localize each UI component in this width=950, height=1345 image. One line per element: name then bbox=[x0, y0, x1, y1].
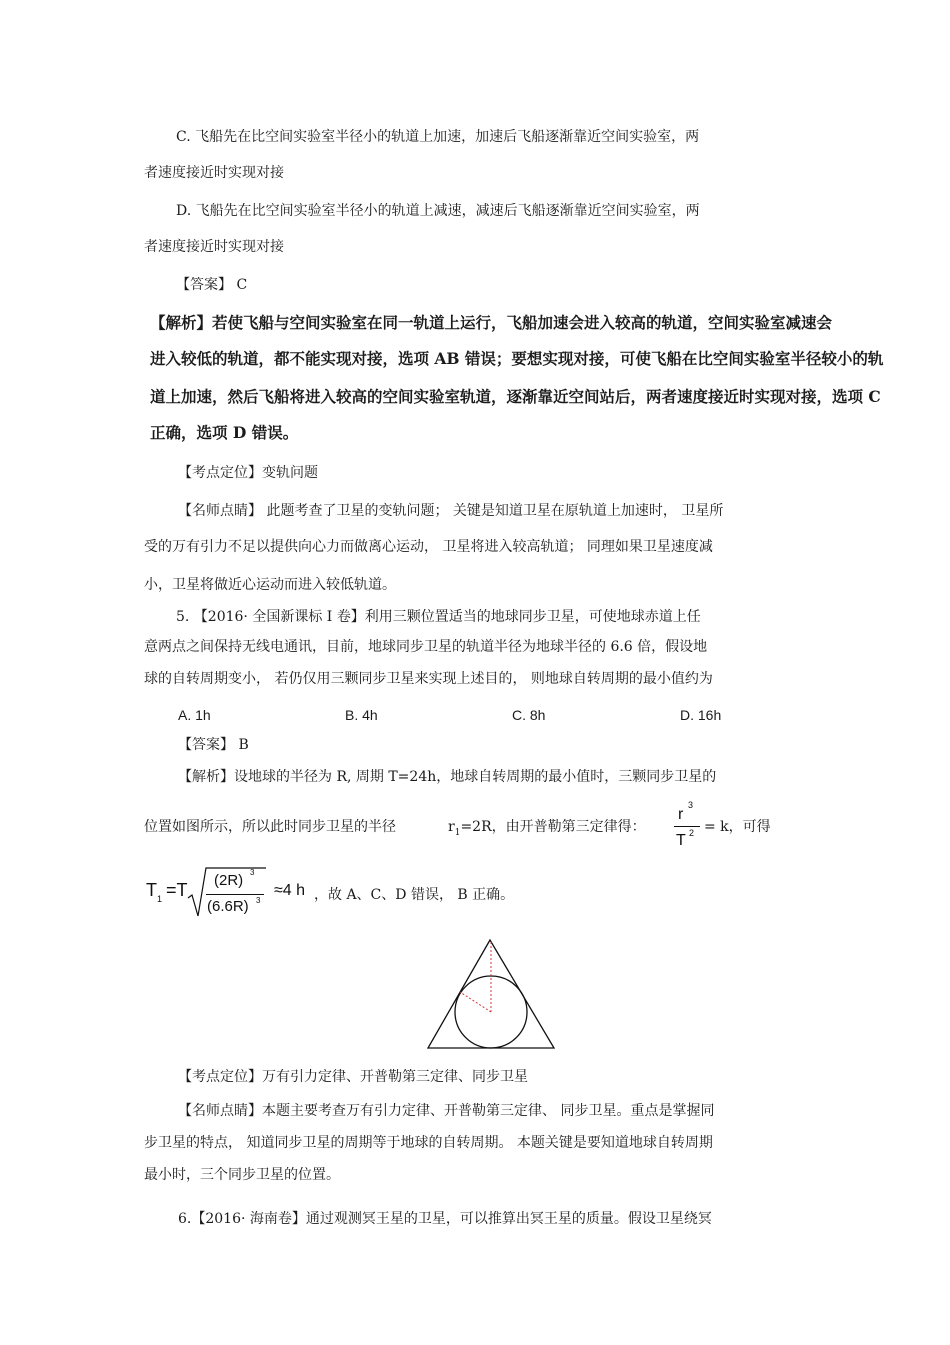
q5-option-c: C. 8h bbox=[512, 707, 546, 723]
q4-option-c-line1: C. 飞船先在比空间实验室半径小的轨道上加速，加速后飞船逐渐靠近空间实验室，两 bbox=[176, 129, 700, 145]
q5-stem-line3: 球的自转周期变小， 若仍仅用三颗同步卫星来实现上述目的， 则地球自转周期的最小值约为 bbox=[144, 671, 713, 687]
q4-dianjing-line1: 【名师点睛】 此题考查了卫星的变轨问题； 关键是知道卫星在原轨道上加速时， 卫星所 bbox=[178, 503, 724, 519]
t1-tail: ，故 A、C、D 错误， B 正确。 bbox=[314, 887, 515, 903]
t1-numerator-exp: 3 bbox=[250, 868, 255, 877]
q4-analysis-line1: 【解析】若使飞船与空间实验室在同一轨道上运行，飞船加速会进入较高的轨道，空间实验室减速会 bbox=[150, 313, 833, 332]
r1-symbol: r bbox=[448, 819, 455, 835]
radius-to-tangent-line bbox=[460, 992, 491, 1012]
q5-r1-expression bbox=[448, 818, 646, 842]
q5-analysis-line1: 【解析】设地球的半径为 R, 周期 T=24h，地球自转周期的最小值时，三颗同步卫星的 bbox=[178, 769, 717, 785]
q4-answer: 【答案】 C bbox=[176, 277, 248, 293]
t1-equals-t: =T bbox=[166, 880, 188, 900]
q5-stem-line1: 5. 【2016· 全国新课标 I 卷】利用三颗位置适当的地球同步卫星，可使地球赤道上任 bbox=[176, 609, 701, 625]
q5-dianjing-line1: 【名师点睛】本题主要考查万有引力定律、开普勒第三定律、 同步卫星。重点是掌握同 bbox=[178, 1103, 715, 1119]
q5-dianjing-line2: 步卫星的特点， 知道同步卫星的周期等于地球的自转周期。 本题关键是要知道地球自转周期 bbox=[144, 1135, 713, 1151]
kepler-rhs: = k，可得 bbox=[704, 819, 771, 835]
kepler-fraction-bar bbox=[674, 826, 700, 827]
q5-dianjing-line3: 最小时，三个同步卫星的位置。 bbox=[144, 1167, 340, 1183]
q6-stem-line1: 6.【2016· 海南卷】通过观测冥王星的卫星，可以推算出冥王星的质量。假设卫星绕冥 bbox=[178, 1211, 712, 1227]
t1-denominator-exp: 3 bbox=[256, 896, 261, 905]
kepler-numerator: r bbox=[678, 806, 684, 823]
q4-analysis-line3: 道上加速，然后飞船将进入较高的空间实验室轨道，逐渐靠近空间站后，两者速度接近时实现对接，选项 C bbox=[150, 387, 881, 406]
q5-analysis-line2: 位置如图所示，所以此时同步卫星的半径 bbox=[144, 819, 396, 835]
q5-option-b: B. 4h bbox=[345, 707, 378, 723]
t1-subscript: 1 bbox=[157, 894, 163, 904]
q5-option-a: A. 1h bbox=[178, 707, 211, 723]
q4-option-d-line2: 者速度接近时实现对接 bbox=[144, 239, 284, 255]
q4-analysis-line4: 正确，选项 D 错误。 bbox=[150, 423, 299, 442]
q4-dianjing-line2: 受的万有引力不足以提供向心力而做离心运动， 卫星将进入较高轨道； 同理如果卫星速度减 bbox=[144, 539, 713, 555]
t1-denominator: (6.6R) bbox=[207, 898, 249, 915]
q5-stem-line2: 意两点之间保持无线电通讯，目前，地球同步卫星的轨道半径为地球半径的 6.6 倍，假设地 bbox=[144, 639, 708, 655]
kepler-denominator-exp: 2 bbox=[689, 828, 695, 838]
q4-option-c-line2: 者速度接近时实现对接 bbox=[144, 165, 284, 181]
r1-subscript: 1 bbox=[454, 827, 461, 838]
q5-answer: 【答案】 B bbox=[178, 737, 249, 753]
t1-symbol: T bbox=[146, 880, 157, 900]
satellite-triangle-figure bbox=[420, 934, 560, 1054]
q4-option-d-line1: D. 飞船先在比空间实验室半径小的轨道上减速，减速后飞船逐渐靠近空间实验室，两 bbox=[176, 203, 700, 219]
t1-approx: ≈4 h bbox=[274, 882, 306, 899]
kepler-numerator-exp: 3 bbox=[688, 800, 694, 810]
t1-numerator: (2R) bbox=[214, 872, 244, 889]
q4-analysis-line2: 进入较低的轨道，都不能实现对接，选项 AB 错误；要想实现对接，可使飞船在比空间实验室半径较小的轨 bbox=[150, 349, 884, 368]
q4-dianjing-line3: 小，卫星将做近心运动而进入较低轨道。 bbox=[144, 577, 396, 593]
q5-option-d: D. 16h bbox=[680, 707, 722, 723]
q5-kaodian: 【考点定位】万有引力定律、开普勒第三定律、同步卫星 bbox=[178, 1069, 528, 1085]
kepler-denominator: T bbox=[676, 832, 686, 849]
t1-fraction-bar bbox=[206, 894, 264, 895]
q4-kaodian: 【考点定位】变轨问题 bbox=[178, 465, 318, 481]
r1-rest: =2R，由开普勒第三定律得： bbox=[460, 819, 646, 835]
